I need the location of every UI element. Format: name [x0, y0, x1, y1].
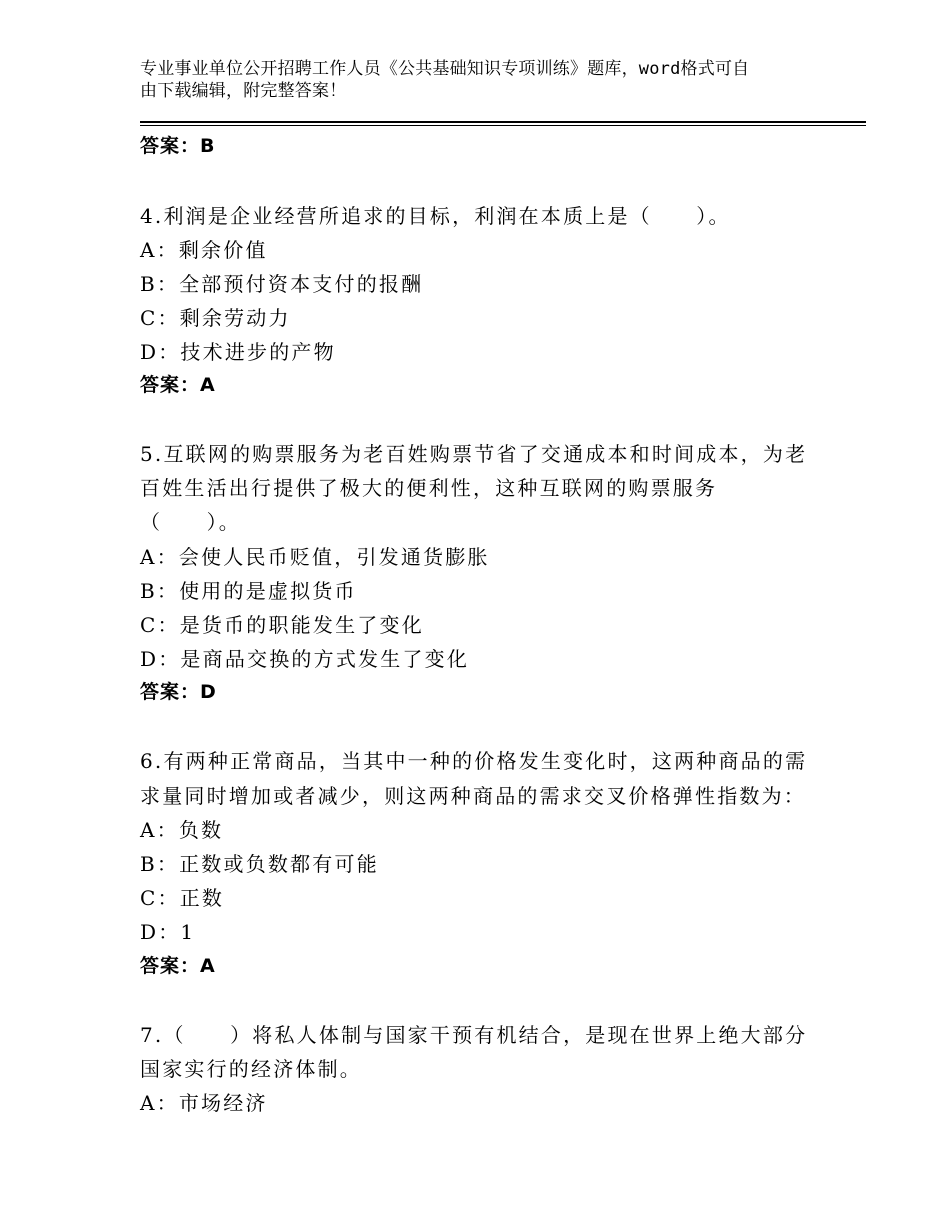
question-4-option-c: C：剩余劳动力 [140, 306, 291, 330]
question-4-option-a: A：剩余价值 [140, 238, 268, 262]
question-6-option-d: D：1 [140, 920, 196, 944]
question-6-line-2: 求量同时增加或者减少，则这两种商品的需求交叉价格弹性指数为： [140, 784, 806, 808]
question-5-line-1: 5.互联网的购票服务为老百姓购票节省了交通成本和时间成本，为老 [140, 442, 808, 466]
question-7-option-a: A：市场经济 [140, 1091, 268, 1115]
question-4-option-b: B：全部预付资本支付的报酬 [140, 272, 424, 296]
question-5-line-3: （ ）。 [140, 510, 241, 534]
question-7-line-1: 7.（ ）将私人体制与国家干预有机结合，是现在世界上绝大部分 [140, 1023, 808, 1047]
question-4-option-d: D：技术进步的产物 [140, 340, 336, 364]
question-6-option-a: A：负数 [140, 818, 224, 842]
question-6-answer: 答案：A [140, 955, 216, 977]
question-5-option-a: A：会使人民币贬值，引发通货膨胀 [140, 545, 490, 569]
header-rule-thick [140, 121, 866, 123]
question-5-answer: 答案：D [140, 681, 217, 703]
question-6-option-c: C：正数 [140, 886, 225, 910]
question-7-line-2: 国家实行的经济体制。 [140, 1057, 362, 1081]
question-5-option-c: C：是货币的职能发生了变化 [140, 613, 424, 637]
question-6-option-b: B：正数或负数都有可能 [140, 852, 379, 876]
question-5-line-2: 百姓生活出行提供了极大的便利性，这种互联网的购票服务 [140, 476, 718, 500]
document-header [140, 58, 800, 102]
question-4-line-1: 4.利润是企业经营所追求的目标，利润在本质上是（ ）。 [140, 204, 731, 228]
question-4-answer: 答案：A [140, 374, 216, 396]
header-rule-thin [140, 125, 866, 126]
question-6-line-1: 6.有两种正常商品，当其中一种的价格发生变化时，这两种商品的需 [140, 749, 808, 773]
answer-line: 答案：B [140, 135, 216, 157]
header-line-1: 专业事业单位公开招聘工作人员《公共基础知识专项训练》题库，word格式可自 [140, 59, 750, 79]
header-line-2: 由下载编辑，附完整答案！ [140, 81, 347, 101]
question-5-option-b: B：使用的是虚拟货币 [140, 579, 357, 603]
question-5-option-d: D：是商品交换的方式发生了变化 [140, 647, 470, 671]
